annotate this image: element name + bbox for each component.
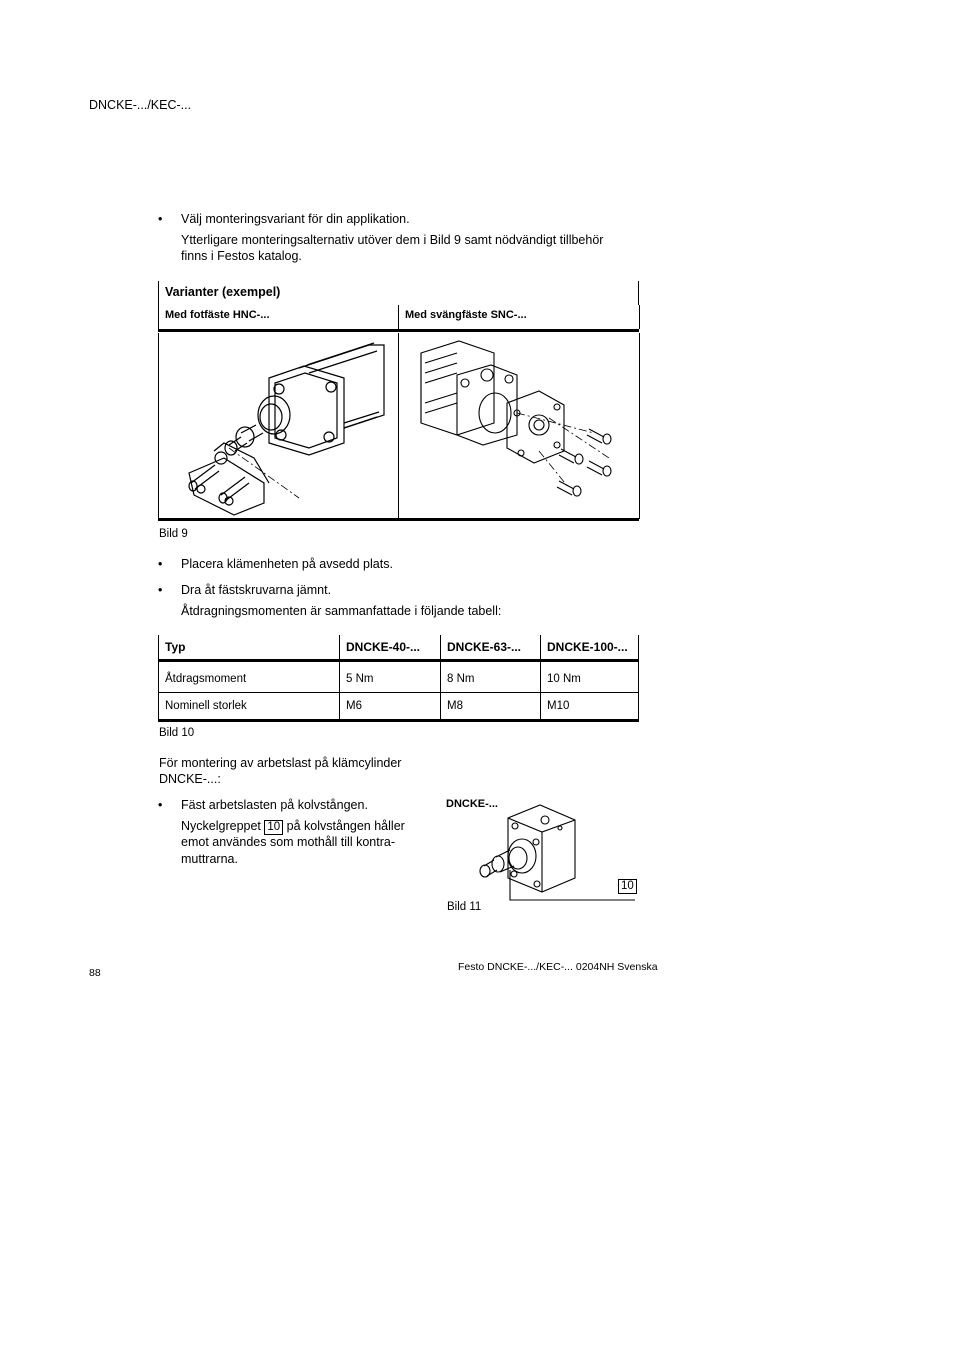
variants-title: Varianter (exempel) [165, 285, 281, 299]
page-number: 88 [89, 967, 101, 979]
figure-caption-bild11: Bild 11 [447, 901, 482, 913]
bullet-attach-load: Fäst arbetslasten på kolvstången. [181, 798, 368, 812]
variants-table [158, 281, 639, 521]
mounting-intro-line2: DNCKE-...: [159, 772, 221, 786]
bullet-marker: • [158, 557, 163, 571]
bullet-place-unit: Placera klämenheten på avsedd plats. [181, 557, 393, 571]
bullet-marker: • [158, 583, 163, 597]
variant-col1-label: Med fotfäste HNC-... [165, 309, 270, 321]
header-cell-dncke40: DNCKE-40-... [340, 635, 441, 661]
table-cell: M10 [541, 693, 639, 721]
bullet-select-variant: Välj monteringsvariant för din applikation. [181, 212, 410, 226]
intro-paragraph-line1: Ytterligare monteringsalternativ utöver dem i Bild 9 samt nödvändigt tillbehör [181, 233, 604, 247]
mounting-intro-line1: För montering av arbetslast på klämcylinder [159, 756, 402, 770]
table-row [159, 666, 639, 693]
torque-table [158, 635, 639, 722]
ref-number-box: 10 [264, 820, 283, 835]
header-cell-dncke100: DNCKE-100-... [541, 635, 639, 661]
wrench-paragraph-line3: muttrarna. [181, 852, 238, 866]
variants-table-header [158, 281, 639, 305]
figure11-label: DNCKE-... [446, 798, 498, 810]
divider [158, 329, 639, 332]
torque-intro-text: Åtdragningsmomenten är sammanfattade i följande tabell: [181, 604, 502, 618]
header-cell-dncke63: DNCKE-63-... [441, 635, 541, 661]
footer-doc-info: Festo DNCKE-.../KEC-... 0204NH Svenska [458, 961, 658, 973]
callout-number-box: 10 [618, 879, 637, 894]
bullet-tighten-screws: Dra åt fästskruvarna jämnt. [181, 583, 332, 597]
table-row [159, 693, 639, 721]
variant-col1-header [158, 305, 399, 329]
figure-caption-bild10: Bild 10 [159, 727, 195, 739]
wrench-text-pre: Nyckelgreppet [181, 819, 261, 833]
table-cell: 8 Nm [441, 666, 541, 693]
foot-mount-drawing [159, 333, 397, 519]
variant-col2-header [398, 305, 640, 329]
figure-caption-bild9: Bild 9 [159, 528, 188, 540]
variant-foot-mount-figure [158, 333, 399, 519]
table-cell: Åtdragsmoment [159, 666, 340, 693]
variant-col2-label: Med svängfäste SNC-... [405, 309, 527, 321]
intro-paragraph-line2: finns i Festos katalog. [181, 249, 302, 263]
torque-table-header-row [159, 635, 639, 661]
table-cell: M8 [441, 693, 541, 721]
wrench-text-post: på kolvstången håller [286, 819, 405, 833]
header-cell-type: Typ [159, 635, 340, 661]
wrench-flat-paragraph [181, 818, 405, 835]
bullet-marker: • [158, 212, 163, 226]
wrench-paragraph-line2: emot användes som mothåll till kontra- [181, 835, 395, 849]
variant-swivel-mount-figure [398, 333, 640, 519]
divider [158, 518, 639, 521]
table-cell: M6 [340, 693, 441, 721]
running-header: DNCKE-.../KEC-... [89, 98, 192, 112]
table-cell: 5 Nm [340, 666, 441, 693]
figure-callout [618, 878, 637, 894]
table-cell: Nominell storlek [159, 693, 340, 721]
bullet-marker: • [158, 798, 163, 812]
dncke-rod-drawing [470, 800, 640, 902]
table-cell: 10 Nm [541, 666, 639, 693]
swivel-mount-drawing [399, 333, 637, 519]
